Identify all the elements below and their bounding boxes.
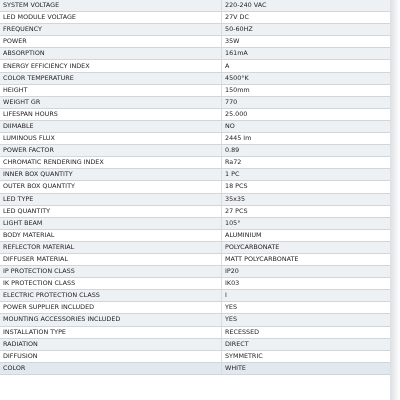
table-row xyxy=(0,157,397,169)
table-row xyxy=(0,108,397,120)
table-row xyxy=(0,169,397,181)
spec-value: 25.000 xyxy=(222,108,398,120)
spec-label: DIFFUSION xyxy=(0,350,222,362)
spec-label: MOUNTING ACCESSORIES INCLUDED xyxy=(0,314,222,326)
table-row xyxy=(0,326,397,338)
spec-value: MATT POLYCARBONATE xyxy=(222,253,398,265)
spec-label: FREQUENCY xyxy=(0,24,222,36)
table-row xyxy=(0,362,397,374)
table-row xyxy=(0,120,397,132)
table-row xyxy=(0,193,397,205)
spec-value: NO xyxy=(222,120,398,132)
spec-label: REFLECTOR MATERIAL xyxy=(0,241,222,253)
spec-label: LED MODULE VOLTAGE xyxy=(0,12,222,24)
spec-label: INSTALLATION TYPE xyxy=(0,326,222,338)
spec-value: ALUMINIUM xyxy=(222,229,398,241)
spec-label: LED TYPE xyxy=(0,193,222,205)
spec-label: INNER BOX QUANTITY xyxy=(0,169,222,181)
table-row xyxy=(0,36,397,48)
table-row xyxy=(0,266,397,278)
spec-value: IK03 xyxy=(222,278,398,290)
spec-label: SYSTEM VOLTAGE xyxy=(0,0,222,12)
spec-label: WEIGHT GR xyxy=(0,96,222,108)
spec-label: IP PROTECTION CLASS xyxy=(0,266,222,278)
spec-label: COLOR xyxy=(0,362,222,374)
table-row xyxy=(0,205,397,217)
table-row xyxy=(0,24,397,36)
table-row xyxy=(0,217,397,229)
spec-value: SYMMETRIC xyxy=(222,350,398,362)
table-row xyxy=(0,350,397,362)
spec-value: RECESSED xyxy=(222,326,398,338)
spec-label: DIFFUSER MATERIAL xyxy=(0,253,222,265)
spec-value: 35x35 xyxy=(222,193,398,205)
spec-label: IK PROTECTION CLASS xyxy=(0,278,222,290)
spec-value: YES xyxy=(222,302,398,314)
spec-label: ELECTRIC PROTECTION CLASS xyxy=(0,290,222,302)
spec-label: LIFESPAN HOURS xyxy=(0,108,222,120)
spec-value: 27 PCS xyxy=(222,205,398,217)
table-row xyxy=(0,290,397,302)
spec-value: I xyxy=(222,290,398,302)
spec-value: IP20 xyxy=(222,266,398,278)
spec-label: DIIMABLE xyxy=(0,120,222,132)
spec-value: 27V DC xyxy=(222,12,398,24)
table-row xyxy=(0,145,397,157)
spec-label: POWER SUPPLIER INCLUDED xyxy=(0,302,222,314)
spec-label: OUTER BOX QUANTITY xyxy=(0,181,222,193)
page-edge-shadow xyxy=(390,0,400,400)
spec-label: BODY MATERIAL xyxy=(0,229,222,241)
spec-value: 50-60HZ xyxy=(222,24,398,36)
table-row xyxy=(0,229,397,241)
spec-label: LIGHT BEAM xyxy=(0,217,222,229)
spec-value: 1 PC xyxy=(222,169,398,181)
spec-value: Ra72 xyxy=(222,157,398,169)
table-row xyxy=(0,302,397,314)
table-row xyxy=(0,253,397,265)
spec-label: LUMINOUS FLUX xyxy=(0,133,222,145)
spec-label: ENERGY EFFICIENCY INDEX xyxy=(0,60,222,72)
table-row xyxy=(0,181,397,193)
spec-value: 161mA xyxy=(222,48,398,60)
spec-value: DIRECT xyxy=(222,338,398,350)
spec-label: RADIATION xyxy=(0,338,222,350)
spec-label: ABSORPTION xyxy=(0,48,222,60)
spec-value: A xyxy=(222,60,398,72)
spec-value: 220-240 VAC xyxy=(222,0,398,12)
spec-label: CHROMATIC RENDERING INDEX xyxy=(0,157,222,169)
spec-value: 4500°K xyxy=(222,72,398,84)
spec-label: HEIGHT xyxy=(0,84,222,96)
table-row xyxy=(0,338,397,350)
spec-label: POWER xyxy=(0,36,222,48)
spec-label: LED QUANTITY xyxy=(0,205,222,217)
spec-label: COLOR TEMPERATURE xyxy=(0,72,222,84)
table-row xyxy=(0,12,397,24)
table-row xyxy=(0,48,397,60)
spec-value: YES xyxy=(222,314,398,326)
spec-value: POLYCARBONATE xyxy=(222,241,398,253)
spec-value: 35W xyxy=(222,36,398,48)
spec-value: 18 PCS xyxy=(222,181,398,193)
table-row xyxy=(0,314,397,326)
spec-value: 0.89 xyxy=(222,145,398,157)
spec-value: 105° xyxy=(222,217,398,229)
spec-label: POWER FACTOR xyxy=(0,145,222,157)
spec-value: WHITE xyxy=(222,362,398,374)
table-row xyxy=(0,0,397,12)
table-row xyxy=(0,241,397,253)
table-row xyxy=(0,60,397,72)
table-row xyxy=(0,96,397,108)
spec-value: 150mm xyxy=(222,84,398,96)
table-row xyxy=(0,72,397,84)
table-row xyxy=(0,278,397,290)
spec-value: 2445 lm xyxy=(222,133,398,145)
table-row xyxy=(0,84,397,96)
table-row xyxy=(0,133,397,145)
spec-value: 770 xyxy=(222,96,398,108)
